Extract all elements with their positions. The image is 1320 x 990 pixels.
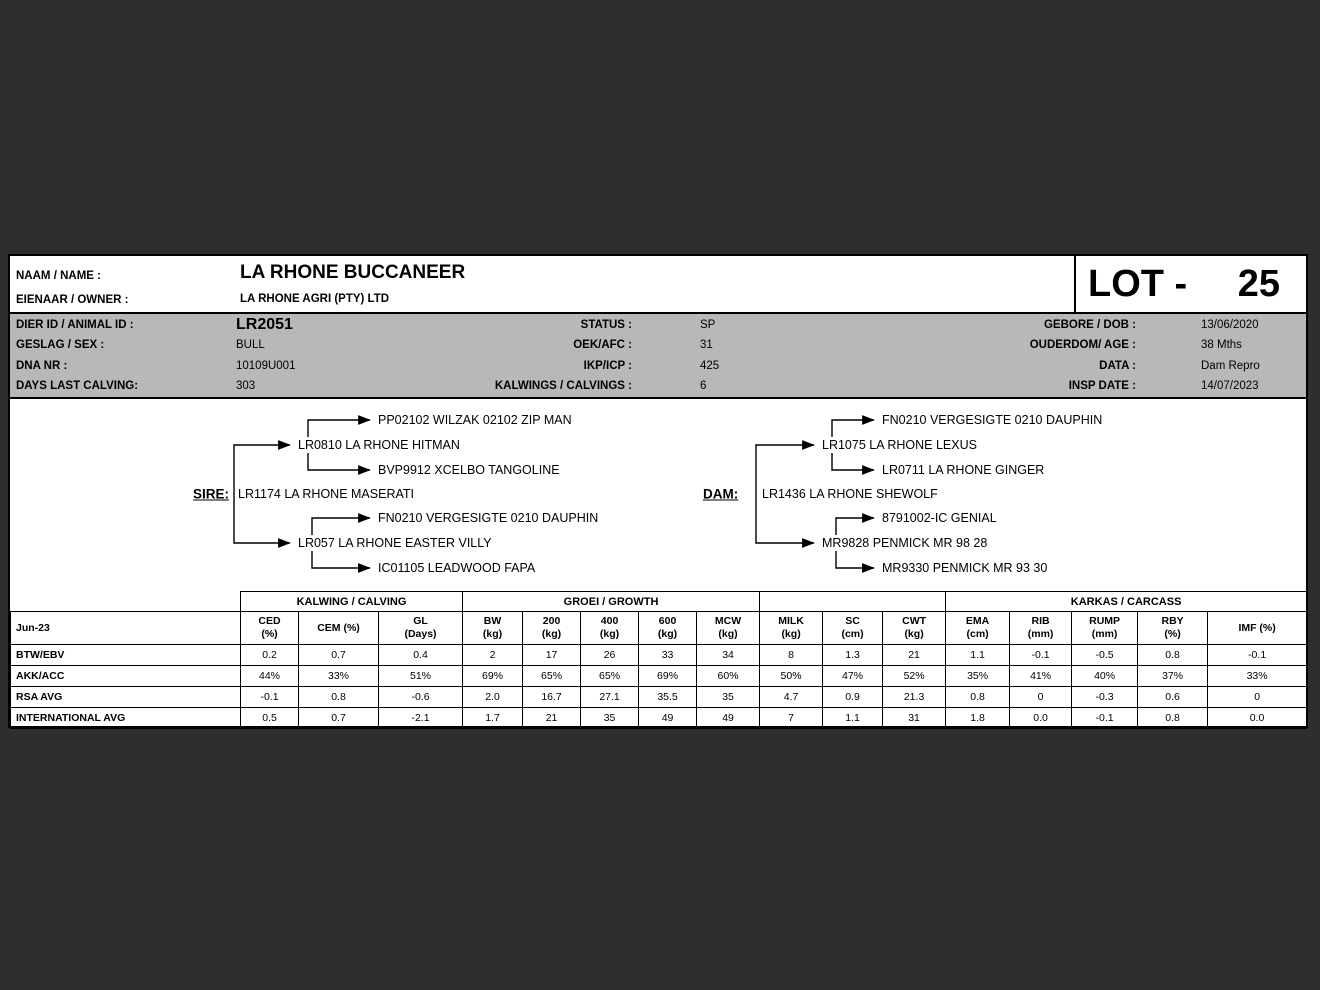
column-header-milk: MILK (kg) [760,612,823,645]
table-cell: 0.0 [1010,708,1072,729]
table-cell: 35 [697,687,760,708]
dob-label: GEBORE / DOB : [1043,318,1136,331]
table-cell: 31 [883,708,946,729]
lot-box [1074,256,1306,312]
table-cell: 69% [639,666,697,687]
column-header-mcw: MCW (kg) [697,612,760,645]
table-cell: 69% [463,666,523,687]
table-cell: 26 [581,645,639,666]
row-label: BTW/EBV [11,645,241,666]
table-cell: -0.1 [1208,645,1307,666]
column-header-600: 600 (kg) [639,612,697,645]
column-header-gl: GL (Days) [379,612,463,645]
animal-id-label: DIER ID / ANIMAL ID : [16,318,134,331]
days-last-calving-label: DAYS LAST CALVING: [16,380,139,393]
column-header-bw: BW (kg) [463,612,523,645]
table-cell: 44% [241,666,299,687]
table-row-ebv [11,645,1307,666]
lot-number: 25 [1237,263,1280,305]
info-row [10,376,1306,396]
table-cell: 0.5 [241,708,299,729]
row-label: INTERNATIONAL AVG [11,708,241,729]
icp-label: IKP/ICP : [583,359,632,372]
table-cell: 1.8 [946,708,1010,729]
table-cell: 21 [883,645,946,666]
pedigree-section [10,399,1306,591]
sire-sire-dam-node: BVP9912 XCELBO TANGOLINE [378,463,560,477]
table-cell: 0.8 [1138,645,1208,666]
name-label: NAAM / NAME : [16,270,101,282]
dam-dam-node: MR9828 PENMICK MR 98 28 [822,536,988,550]
column-header-400: 400 (kg) [581,612,639,645]
dna-label: DNA NR : [16,359,68,372]
table-cell: 1.1 [823,708,883,729]
table-cell: -0.3 [1072,687,1138,708]
table-cell: 33% [1208,666,1307,687]
dam-sire-sire-node: FN0210 VERGESIGTE 0210 DAUPHIN [882,413,1103,427]
column-header-row [11,612,1307,645]
table-cell: 65% [581,666,639,687]
table-cell: 27.1 [581,687,639,708]
table-row-international-avg [11,708,1307,729]
column-header-cwt: CWT (kg) [883,612,946,645]
dam-sire-dam-node: LR0711 LA RHONE GINGER [882,463,1045,477]
sire-label: SIRE: [193,486,230,502]
table-cell: 17 [523,645,581,666]
dam-node: LR1436 LA RHONE SHEWOLF [762,487,938,501]
table-cell: 0 [1208,687,1307,708]
table-cell: 40% [1072,666,1138,687]
table-cell: 65% [523,666,581,687]
page-header [10,256,1306,314]
table-cell: 60% [697,666,760,687]
table-cell: 0.8 [946,687,1010,708]
info-row [10,315,1306,335]
table-cell: 2.0 [463,687,523,708]
table-cell: 0.6 [1138,687,1208,708]
calvings-label: KALWINGS / CALVINGS : [494,380,632,393]
table-cell: 0 [1010,687,1072,708]
sex-label: GESLAG / SEX : [16,339,105,352]
info-row [10,356,1306,376]
table-cell: 0.0 [1208,708,1307,729]
table-cell: 35 [581,708,639,729]
table-cell: 0.9 [823,687,883,708]
table-cell: 50% [760,666,823,687]
table-cell: 33% [299,666,379,687]
table-cell: -0.1 [241,687,299,708]
table-cell: 0.8 [1138,708,1208,729]
sire-dam-dam-node: IC01105 LEADWOOD FAPA [378,561,536,575]
table-cell: -0.1 [1072,708,1138,729]
table-cell: 1.3 [823,645,883,666]
column-header-200: 200 (kg) [523,612,581,645]
table-cell: 37% [1138,666,1208,687]
column-header-ema: EMA (cm) [946,612,1010,645]
table-cell: 34 [697,645,760,666]
group-header-row [11,592,1307,612]
row-label: AKK/ACC [11,666,241,687]
group-carcass: KARKAS / CARCASS [946,592,1307,612]
status-label: STATUS : [580,318,632,331]
table-cell: 1.7 [463,708,523,729]
table-cell: 1.1 [946,645,1010,666]
sire-dam-node: LR057 LA RHONE EASTER VILLY [298,536,492,550]
dob-value: 13/06/2020 [1201,318,1259,331]
table-cell: -2.1 [379,708,463,729]
table-cell: 35% [946,666,1010,687]
table-row-acc [11,666,1307,687]
icp-value: 425 [700,359,720,372]
animal-name: LA RHONE BUCCANEER [240,262,466,283]
table-cell: 8 [760,645,823,666]
table-cell: 16.7 [523,687,581,708]
table-cell: 0.7 [299,645,379,666]
table-cell: 0.8 [299,687,379,708]
table-row-rsa-avg [11,687,1307,708]
dam-dam-sire-node: 8791002-IC GENIAL [882,511,997,525]
owner-label: EIENAAR / OWNER : [16,294,129,306]
afc-value: 31 [700,339,713,352]
table-cell: -0.5 [1072,645,1138,666]
info-band [10,314,1306,399]
dna-value: 10109U001 [236,359,296,372]
table-cell: 41% [1010,666,1072,687]
table-cell: 51% [379,666,463,687]
table-cell: 49 [697,708,760,729]
owner-value: LA RHONE AGRI (PTY) LTD [240,293,390,305]
group-calving: KALWING / CALVING [241,592,463,612]
column-header-rib: RIB (mm) [1010,612,1072,645]
insp-date-label: INSP DATE : [1068,380,1136,393]
afc-label: OEK/AFC : [573,339,632,352]
row-label: RSA AVG [11,687,241,708]
column-header-imf: IMF (%) [1208,612,1307,645]
age-label: OUDERDOM/ AGE : [1029,339,1136,352]
group-empty-left [11,592,241,612]
dam-sire-node: LR1075 LA RHONE LEXUS [822,438,977,452]
table-cell: 47% [823,666,883,687]
sire-node: LR1174 LA RHONE MASERATI [238,487,414,501]
dam-dam-dam-node: MR9330 PENMICK MR 93 30 [882,561,1048,575]
table-cell: 21.3 [883,687,946,708]
table-cell: -0.6 [379,687,463,708]
group-empty-mid [760,592,946,612]
age-value: 38 Mths [1201,339,1242,352]
calvings-value: 6 [700,380,707,393]
info-row [10,335,1306,355]
column-header-ced: CED (%) [241,612,299,645]
data-label: DATA : [1099,359,1136,372]
table-cell: 35.5 [639,687,697,708]
ebv-table [10,591,1307,729]
status-value: SP [700,318,716,331]
table-cell: 21 [523,708,581,729]
table-cell: 0.2 [241,645,299,666]
insp-date-value: 14/07/2023 [1201,380,1259,393]
table-cell: 0.7 [299,708,379,729]
table-cell: 7 [760,708,823,729]
table-cell: 4.7 [760,687,823,708]
dam-label: DAM: [703,486,739,502]
sire-dam-sire-node: FN0210 VERGESIGTE 0210 DAUPHIN [378,511,599,525]
sex-value: BULL [236,339,265,352]
column-header-rump: RUMP (mm) [1072,612,1138,645]
animal-id-value: LR2051 [236,315,293,333]
column-header-rby: RBY (%) [1138,612,1208,645]
column-header-sc: SC (cm) [823,612,883,645]
table-cell: -0.1 [1010,645,1072,666]
lot-sheet-page [8,254,1308,728]
sire-sire-node: LR0810 LA RHONE HITMAN [298,438,460,452]
table-cell: 49 [639,708,697,729]
table-cell: 0.4 [379,645,463,666]
date-cell: Jun-23 [11,612,241,645]
days-last-calving-value: 303 [236,380,256,393]
sire-sire-sire-node: PP02102 WILZAK 02102 ZIP MAN [378,413,572,427]
data-value: Dam Repro [1201,359,1260,372]
lot-label: LOT - [1088,263,1188,305]
table-cell: 33 [639,645,697,666]
column-header-cem: CEM (%) [299,612,379,645]
group-growth: GROEI / GROWTH [463,592,760,612]
table-cell: 52% [883,666,946,687]
table-cell: 2 [463,645,523,666]
